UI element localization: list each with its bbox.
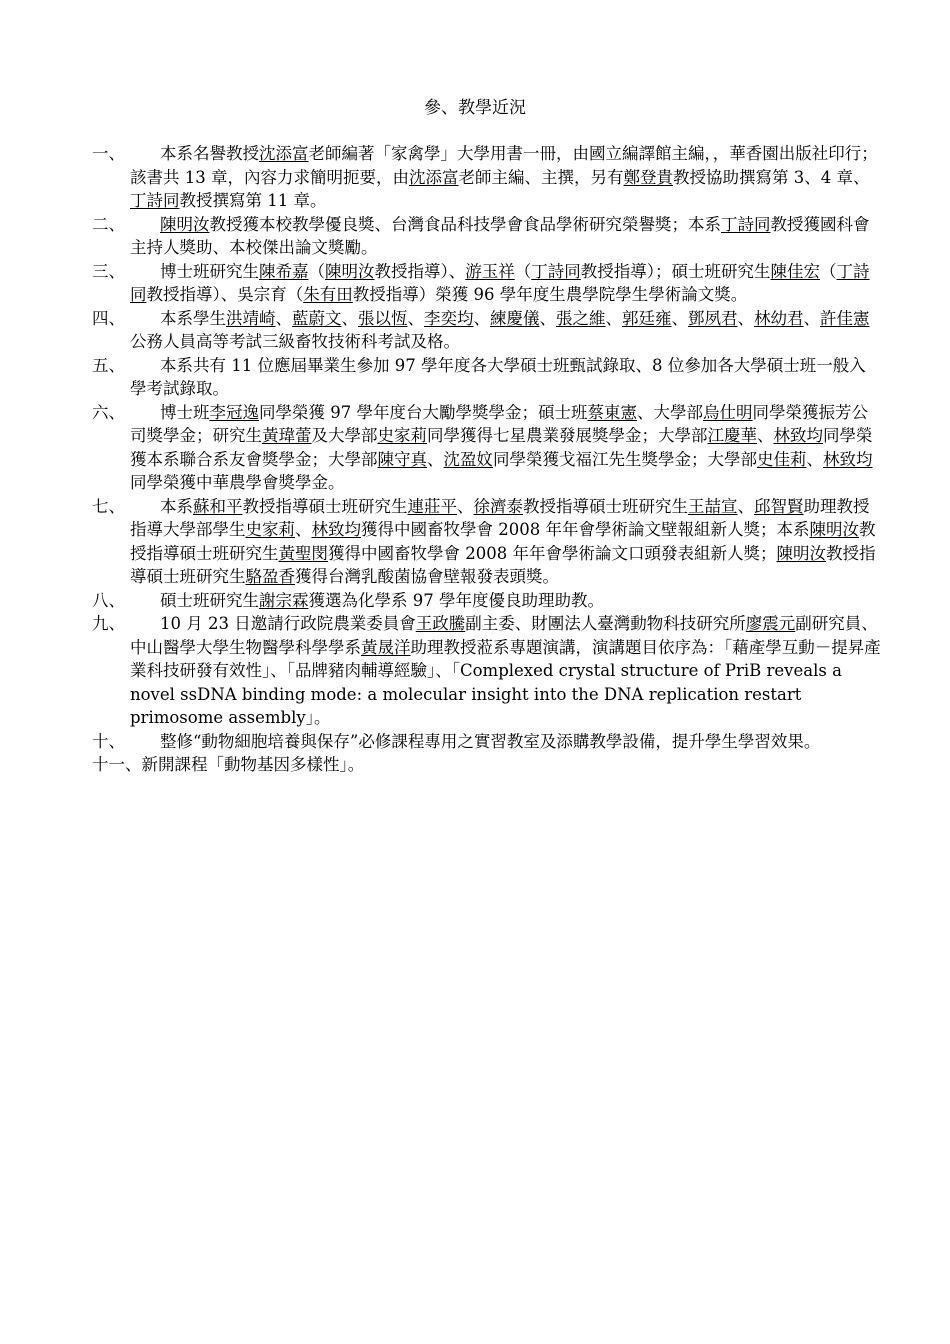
text-segment: 同學獲得七星農業發展獎學金；大學部 [427,426,708,445]
person-name: 史家莉 [377,426,427,445]
text-segment: 教授指導碩士班研究生 [130,520,876,563]
text-segment: 教授獲本校教學優良獎、台灣食品科技學會食品學術研究榮譽獎；本系 [209,214,721,234]
list-item-text [130,612,882,730]
list-item-number: 三、 [92,261,125,281]
text-segment: 整修“動物細胞培養與保存”必修課程專用之實習教室及添購教學設備，提升學生學習效果。 [160,731,821,751]
person-name: 張以恆 [358,308,408,328]
list-item [92,307,882,354]
person-name: 丁詩同 [531,261,581,281]
text-segment: 、 [671,308,688,328]
person-name: 陳明汝 [325,261,375,281]
text-segment: 、 [539,308,556,328]
person-name: 黃聖閔 [278,543,328,563]
person-name: 陳明汝 [776,543,826,563]
person-name: 王政騰 [415,614,466,633]
list-item-text [130,354,882,401]
person-name: 王喆宣 [688,496,738,516]
list-item [92,612,882,730]
person-name: 李奕均 [424,308,474,328]
text-segment: （ [820,261,837,281]
person-name: 丁詩同 [130,261,870,304]
person-name: 蔡東憲 [587,402,637,422]
text-segment: 、 [407,308,424,328]
text-segment: 同學榮獲本系聯合系友會獎學金；大學部 [130,426,873,469]
text-segment: 10 月 23 日邀請行政院農業委員會 [160,614,416,633]
list-item-text [130,401,882,495]
text-segment: 教授指導）、 [374,261,466,281]
text-segment: 教授指導）；碩士班研究生 [580,261,771,281]
text-segment: 獲得中國畜牧學會 2008 年年會學術論文口頭發表組新人獎； [328,543,777,563]
text-segment: 老師主編、主撰，另有 [458,167,624,187]
text-segment: 教授獲國科會主持人獎助、本校傑出論文獎勵。 [130,214,870,257]
person-name: 黃晟洋 [361,637,411,657]
list-item-text [130,260,882,307]
person-name: 李冠逸 [209,402,259,422]
text-segment: 、大學部 [637,402,703,422]
text-segment: 、 [806,449,823,469]
page-title: 參、教學近況 [424,98,526,118]
text-segment: 、 [757,426,774,445]
list-item-number: 六、 [92,402,125,422]
text-segment: 碩士班研究生 [160,590,259,610]
achievement-list [92,142,882,777]
text-segment: 本系 [160,496,193,516]
text-segment: 助理教授指導大學部學生 [130,496,870,539]
text-segment: 、 [295,520,312,539]
text-segment: 教授指導）榮獲 96 學年度生農學院學生學術論文獎。 [352,285,748,304]
person-name: 藍蔚文 [292,308,342,328]
person-name: 史佳莉 [757,449,807,469]
person-name: 史家莉 [245,520,295,539]
list-item [92,589,882,613]
person-name: 沈添富 [259,144,309,163]
list-item [92,260,882,307]
text-segment: 教授指導碩士班研究生 [130,543,876,586]
text-segment: 副研究員、中山醫學大學生物醫學科學學系 [130,614,878,657]
text-segment: 助理教授蒞系專題演講，演講題目依序為：「藉產學互動－提昇產業科技研發有效性」、「品牌豬肉輔導經驗」、「Complexed crystal structure of PriB reveals a novel ssDNA binding mode: a molecular insight into the DNA replication restart primosome assembly」。 [130,637,881,727]
text-segment: 、 [737,308,754,328]
text-segment: 同學榮獲振芳公司獎學金；研究生 [130,402,868,445]
list-item-number: 一、 [92,144,125,163]
list-item [92,730,882,754]
person-name: 林幼君 [754,308,804,328]
person-name: 陳希嘉 [259,261,309,281]
person-name: 郭廷雍 [622,308,672,328]
list-item-number: 二、 [92,214,125,234]
person-name: 張之維 [556,308,606,328]
text-segment: 、 [803,308,820,328]
list-item [92,401,882,495]
list-item-text [130,730,882,754]
text-segment: 十一、新開課程「動物基因多樣性」。 [92,755,365,774]
list-item-text [130,213,882,260]
person-name: 林致均 [823,449,873,469]
text-segment: （ [308,261,325,281]
list-item [92,495,882,589]
list-item [92,142,882,213]
person-name: 陳明汝 [809,520,859,539]
text-segment: 、 [473,308,490,328]
text-segment: 同學榮獲戈福江先生獎學金；大學部 [493,449,757,469]
person-name: 陳明汝 [160,214,210,234]
text-segment: 教授指導碩士班研究生 [523,496,688,516]
text-segment: 獲得台灣乳酸菌協會壁報發表頭獎。 [295,567,559,586]
text-segment: 本系共有 11 位應屆畢業生參加 97 學年度各大學碩士班甄試錄取、8 位參加各大學碩士班一般入學考試錄取。 [130,355,866,398]
text-segment: 同學榮獲中華農學會獎學金。 [130,473,345,492]
list-item-number: 八、 [92,590,125,610]
text-segment: 獲得中國畜牧學會 2008 年年會學術論文壁報組新人獎；本系 [361,520,810,539]
person-name: 鄭登貴 [623,167,673,187]
text-segment: 博士班研究生 [160,261,259,281]
person-name: 許佳憲 [820,308,870,328]
person-name: 邱智賢 [754,496,804,516]
text-segment: 公務人員高等考試三級畜牧技術科考試及格。 [130,332,460,351]
text-segment: 副主委、財團法人臺灣動物科技研究所 [465,614,746,633]
person-name: 朱有田 [303,285,353,304]
list-item-number: 七、 [92,496,125,516]
text-segment: 獲選為化學系 97 學年度優良助理助教。 [308,590,604,610]
list-item-text [130,142,882,213]
text-segment: 教授指導）、吳宗育（ [146,285,304,304]
list-item-text [130,495,882,589]
person-name: 沈盈妏 [443,449,493,469]
text-segment: 教授指導碩士班研究生 [242,496,408,516]
person-name: 廖震元 [745,614,796,633]
list-item-text [130,589,882,613]
text-segment: 老師編著「家禽學」大學用書一冊，由國立編譯館主編，，華香園出版社印行；該書共 13 章，內容力求簡明扼要，由 [130,144,878,187]
list-item-number: 十、 [92,731,125,751]
person-name: 謝宗霖 [259,590,309,610]
text-segment: 、 [457,496,474,516]
person-name: 陳佳宏 [770,261,820,281]
person-name: 陳守真 [377,449,427,469]
text-segment: 博士班 [160,402,210,422]
person-name: 連莊平 [407,496,457,516]
person-name: 蘇和平 [193,496,243,516]
person-name: 沈添富 [409,167,459,187]
person-name: 江慶華 [707,426,757,445]
list-item [92,213,882,260]
text-segment: 、 [605,308,622,328]
list-item [92,753,882,777]
person-name: 林致均 [773,426,823,445]
text-segment: 教授協助撰寫第 3、4 章、 [673,167,870,187]
text-segment: （ [514,261,532,281]
person-name: 丁詩同 [721,214,771,234]
person-name: 烏仕明 [703,402,753,422]
list-item-text [92,753,882,777]
text-segment: 、 [737,496,754,516]
text-segment: 、 [275,308,292,328]
text-segment: 、 [427,449,444,469]
list-item-number: 四、 [92,308,125,328]
text-segment: 本系學生 [160,308,226,328]
list-item [92,354,882,401]
text-segment: 本系名譽教授 [160,144,259,163]
text-segment: 及大學部 [311,426,378,445]
person-name: 丁詩同 [130,191,180,210]
list-item-number: 五、 [92,355,125,375]
list-item-text [130,307,882,354]
list-item-number: 九、 [92,614,125,633]
text-segment: 、 [341,308,358,328]
person-name: 林致均 [311,520,361,539]
person-name: 練慶儀 [490,308,540,328]
text-segment: 教授撰寫第 11 章。 [179,191,327,210]
person-name: 徐濟泰 [473,496,523,516]
person-name: 駱盈香 [245,567,295,586]
person-name: 游玉祥 [465,261,515,281]
text-segment: 同學榮獲 97 學年度台大勵學獎學金；碩士班 [259,402,588,422]
person-name: 鄧夙君 [688,308,738,328]
person-name: 黃瑋蕾 [262,426,312,445]
person-name: 洪靖崎 [226,308,276,328]
